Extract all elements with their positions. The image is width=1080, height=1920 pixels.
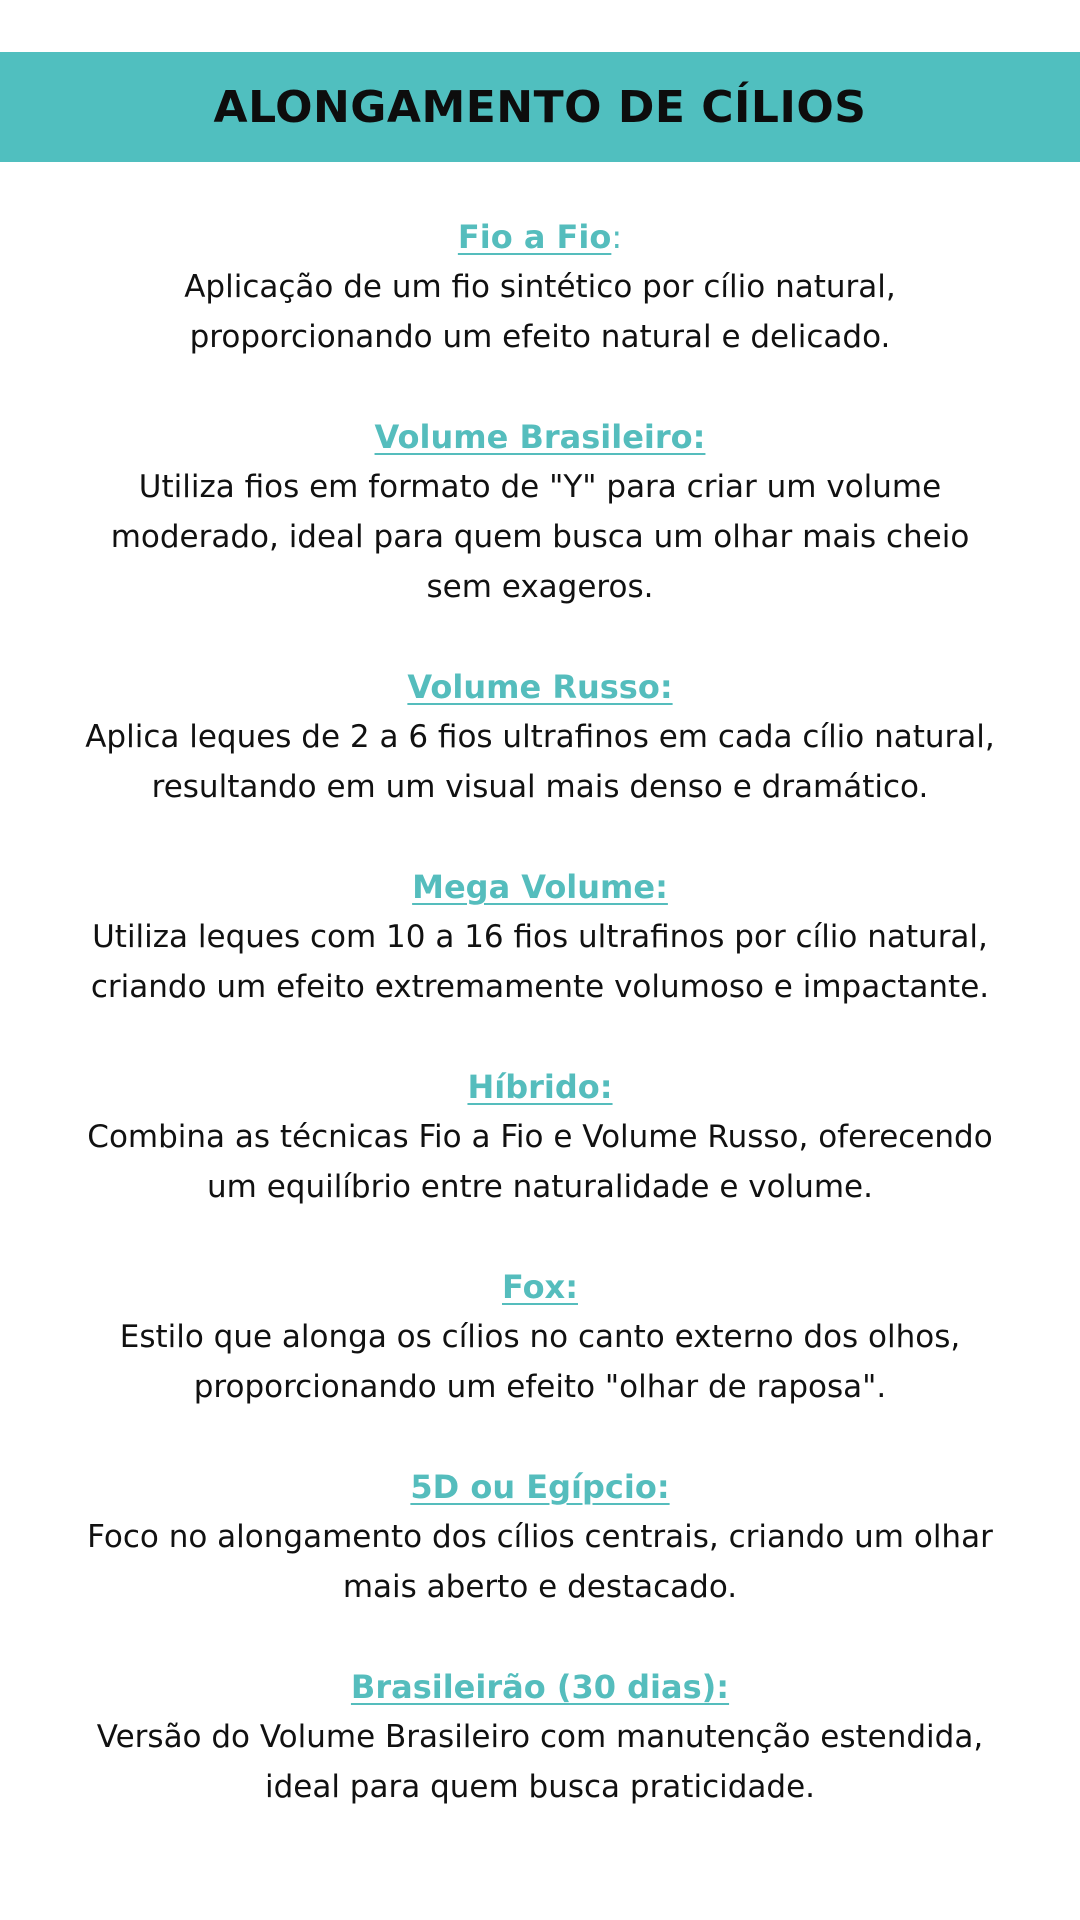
section-description — [50, 912, 1030, 1012]
section-description — [50, 262, 1030, 362]
description-line: um equilíbrio entre naturalidade e volume. — [207, 1169, 873, 1205]
section-fox — [50, 1262, 1030, 1412]
section-title-text: Fox: — [502, 1268, 578, 1306]
section-title — [50, 1462, 1030, 1512]
description-line: Versão do Volume Brasileiro com manutenção estendida, — [96, 1719, 984, 1755]
header-banner — [0, 52, 1080, 162]
description-line: Aplicação de um fio sintético por cílio natural, — [184, 269, 896, 305]
section-fio-a-fio — [50, 212, 1030, 362]
section-title — [50, 212, 1030, 262]
section-description — [50, 1712, 1030, 1812]
section-volume-brasileiro — [50, 412, 1030, 612]
section-5d-egipcio — [50, 1462, 1030, 1612]
section-title-text: Mega Volume: — [412, 868, 668, 906]
section-title-text: Híbrido: — [467, 1068, 613, 1106]
section-title-text: Volume Russo: — [407, 668, 673, 706]
description-line: Combina as técnicas Fio a Fio e Volume Russo, oferecendo — [87, 1119, 993, 1155]
section-title — [50, 862, 1030, 912]
description-line: proporcionando um efeito "olhar de raposa". — [193, 1369, 887, 1405]
section-title — [50, 1262, 1030, 1312]
section-description — [50, 712, 1030, 812]
description-line: mais aberto e destacado. — [342, 1569, 738, 1605]
section-brasileirao — [50, 1662, 1030, 1812]
description-line: Estilo que alonga os cílios no canto externo dos olhos, — [119, 1319, 961, 1355]
section-volume-russo — [50, 662, 1030, 812]
section-description — [50, 1512, 1030, 1612]
description-line: resultando em um visual mais denso e dramático. — [151, 769, 929, 805]
section-title-text: Fio a Fio — [457, 218, 612, 256]
section-description — [50, 1312, 1030, 1412]
description-line: moderado, ideal para quem busca um olhar mais cheio — [110, 519, 970, 555]
description-line: criando um efeito extremamente volumoso e impactante. — [90, 969, 990, 1005]
section-title-text: 5D ou Egípcio: — [410, 1468, 670, 1506]
section-title — [50, 1062, 1030, 1112]
section-title — [50, 412, 1030, 462]
description-line: proporcionando um efeito natural e delicado. — [189, 319, 891, 355]
description-line: Foco no alongamento dos cílios centrais, criando um olhar — [87, 1519, 993, 1555]
section-title — [50, 1662, 1030, 1712]
section-title-suffix: : — [611, 218, 623, 256]
services-list — [50, 212, 1030, 1862]
section-hibrido — [50, 1062, 1030, 1212]
section-title-text: Brasileirão (30 dias): — [350, 1668, 730, 1706]
description-line: Utiliza fios em formato de "Y" para criar um volume — [138, 469, 942, 505]
section-mega-volume — [50, 862, 1030, 1012]
description-line: Aplica leques de 2 a 6 fios ultrafinos em cada cílio natural, — [85, 719, 995, 755]
section-description — [50, 462, 1030, 612]
description-line: Utiliza leques com 10 a 16 fios ultrafinos por cílio natural, — [92, 919, 988, 955]
section-title-text: Volume Brasileiro: — [374, 418, 706, 456]
page-title: ALONGAMENTO DE CÍLIOS — [213, 81, 867, 133]
section-description — [50, 1112, 1030, 1212]
section-title — [50, 662, 1030, 712]
description-line: sem exageros. — [426, 569, 654, 605]
description-line: ideal para quem busca praticidade. — [264, 1769, 816, 1805]
